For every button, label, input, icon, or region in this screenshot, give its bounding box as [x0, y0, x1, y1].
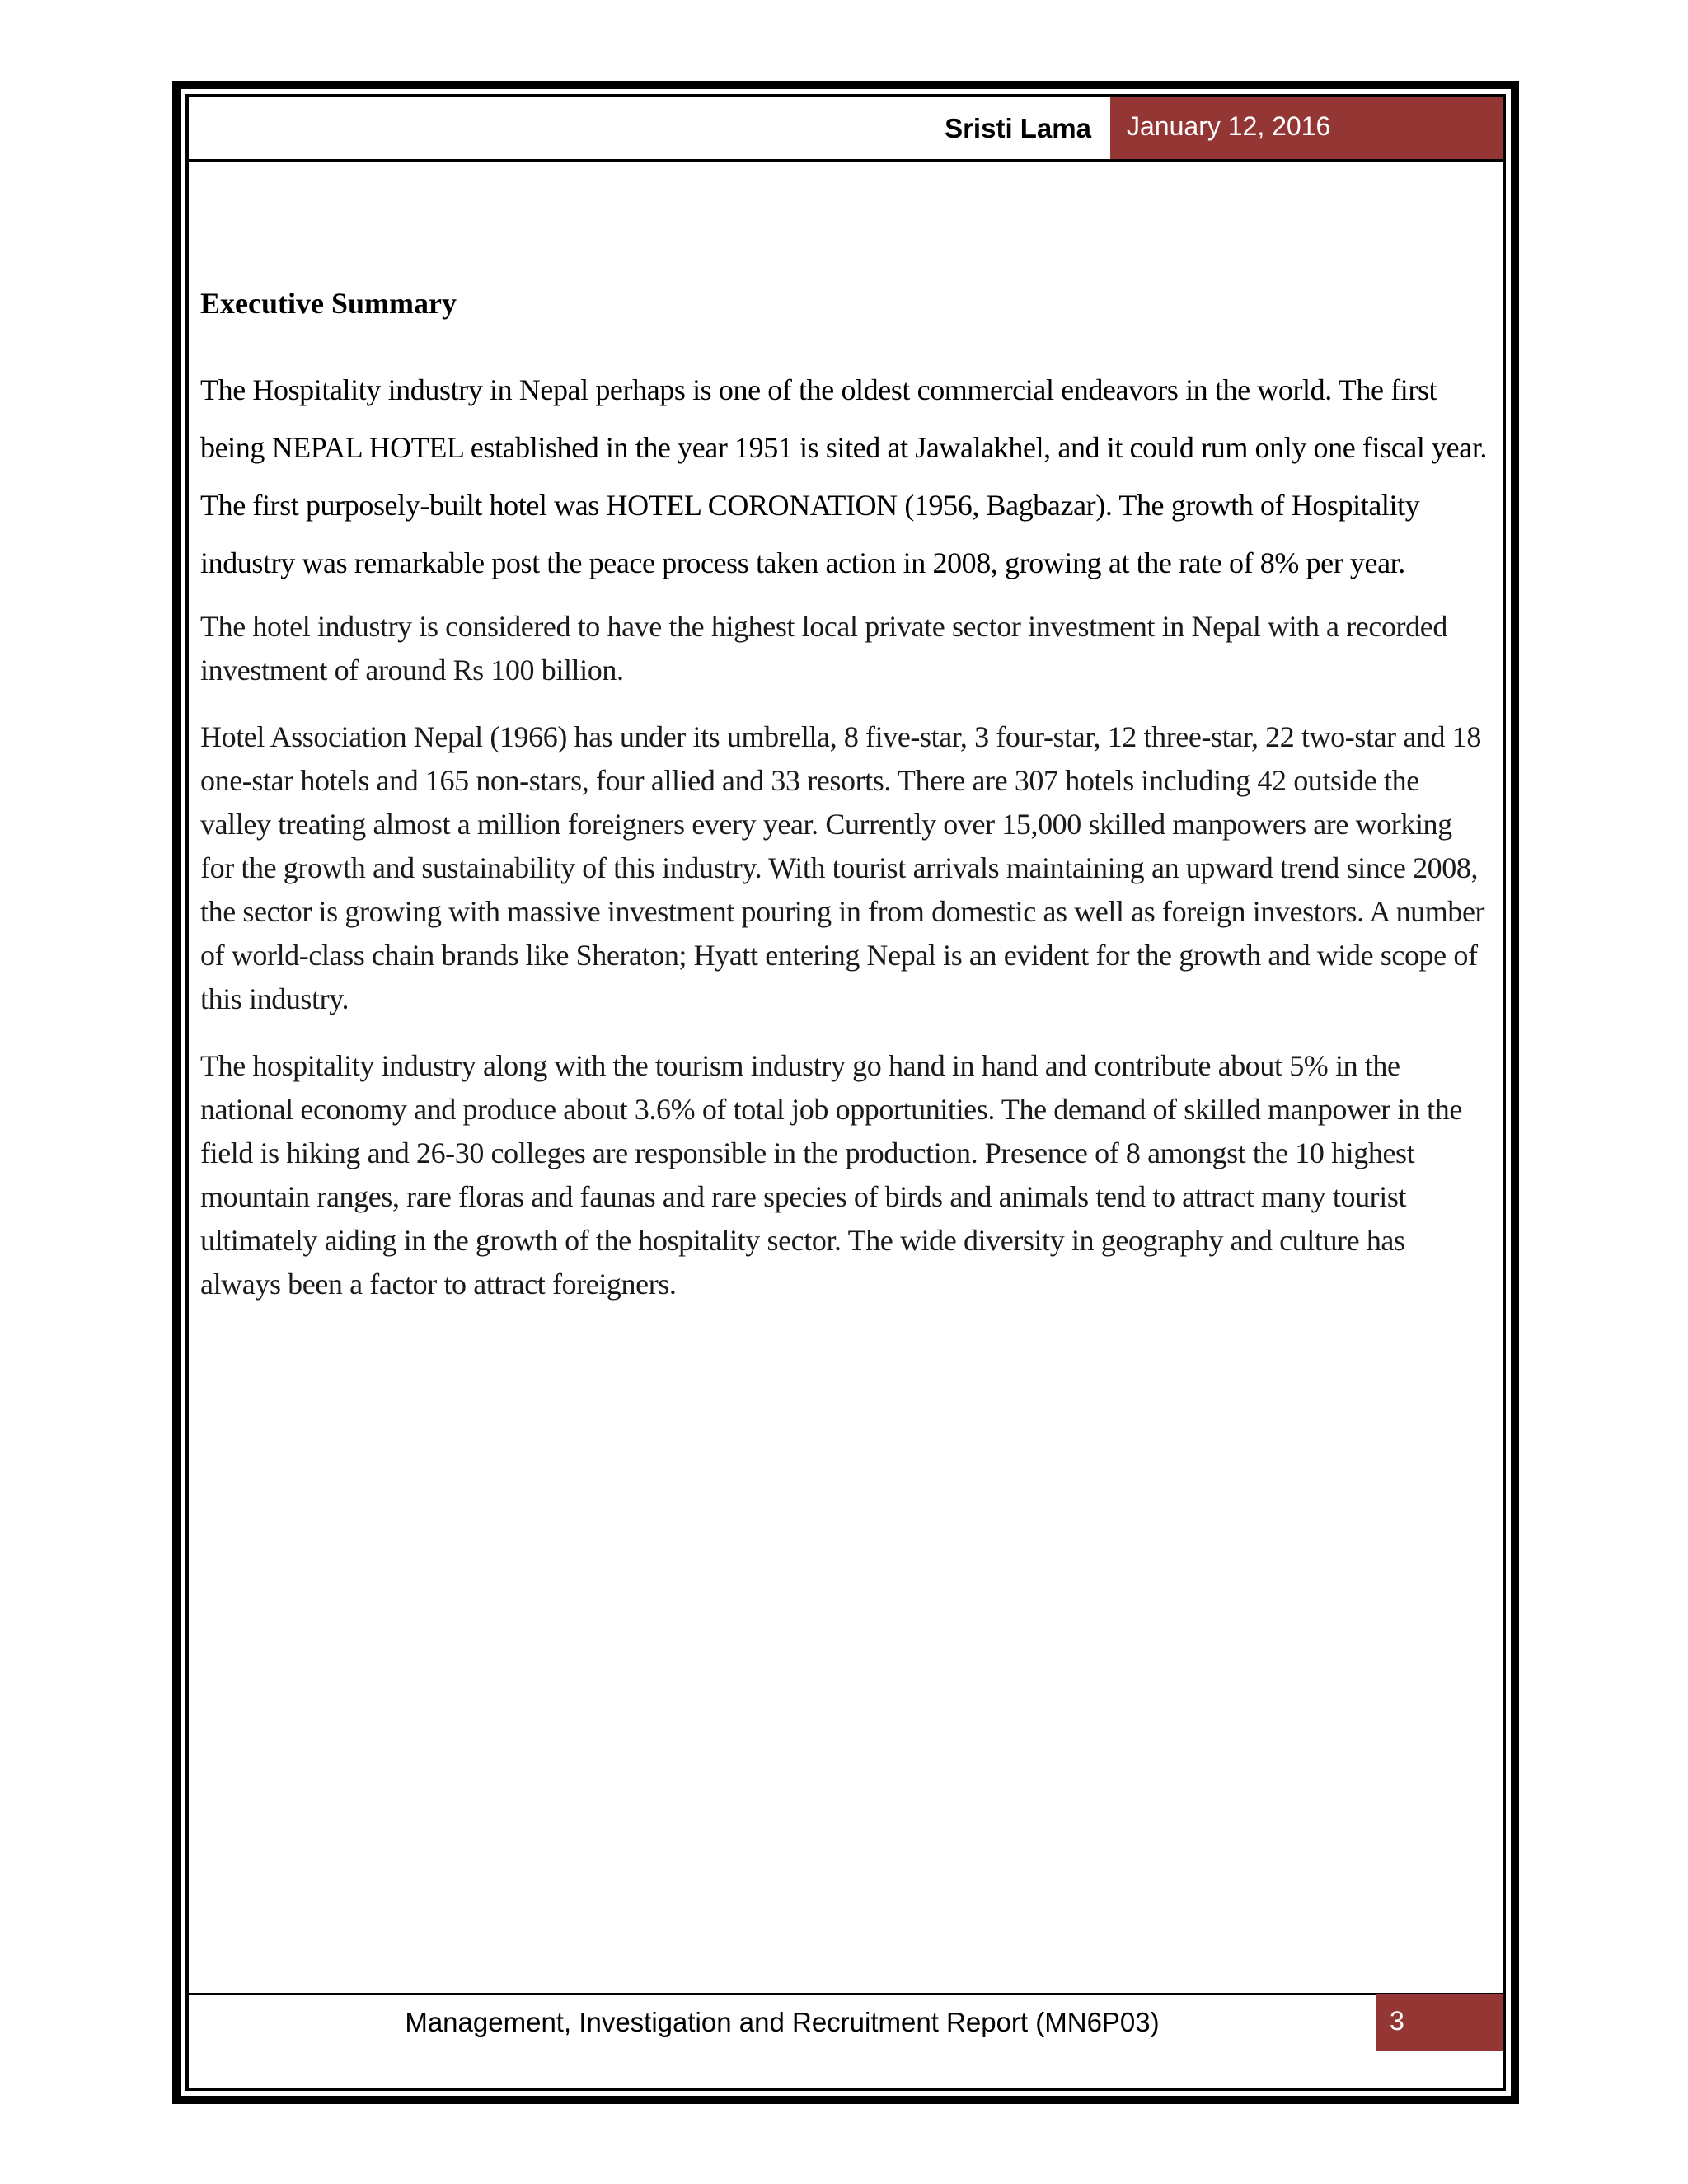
header-author: Sristi Lama	[945, 113, 1091, 143]
page-number: 3	[1376, 1994, 1503, 2051]
paragraph-economy: The hospitality industry along with the tourism industry go hand in hand and contribute about 5% in the national economy and produce about 3.6% of total job opportunities. The demand of skilled manpower in the field is hiking and 26-30 colleges are responsible in the production. Presence of 8 amongst the 10 highest mountain ranges, rare floras and faunas and rare species of birds and animals tend to attract many tourist ultimately aiding in the growth of the hospitality sector. The wide diversity in geography and culture has always been a factor to attract foreigners.	[200, 1049, 1462, 1301]
document-body	[200, 279, 1491, 1329]
paragraph-hotel-association: Hotel Association Nepal (1966) has under its umbrella, 8 five-star, 3 four-star, 12 three-star, 22 two-star and 18 one-star hotels and 165 non-stars, four allied and 33 resorts. There are 307 hotels including 42 outside the valley treating almost a million foreigners every year. Currently over 15,000 skilled manpowers are working for the growth and sustainability of this industry. With tourist arrivals maintaining an upward trend since 2008, the sector is growing with massive investment pouring in from domestic as well as foreign investors. A number of world-class chain brands like Sheraton; Hyatt entering Nepal is an evident for the growth and wide scope of this industry.	[200, 720, 1485, 1015]
paragraph-investment: The hotel industry is considered to have the highest local private sector investment in Nepal with a recorded investment of around Rs 100 billion.	[200, 610, 1447, 687]
footer-report-title: Management, Investigation and Recruitment Report (MN6P03)	[405, 2007, 1160, 2037]
section-heading: Executive Summary	[200, 287, 457, 320]
header-divider	[189, 159, 1503, 162]
paragraph-intro: The Hospitality industry in Nepal perhaps is one of the oldest commercial endeavors in the world. The first being NEPAL HOTEL established in the year 1951 is sited at Jawalakhel, and it could rum only one fiscal year. The first purposely-built hotel was HOTEL CORONATION (1956, Bagbazar). The growth of Hospitality industry was remarkable post the peace process taken action in 2008, growing at the rate of 8% per year.	[200, 373, 1488, 579]
header-date: January 12, 2016	[1110, 97, 1503, 161]
